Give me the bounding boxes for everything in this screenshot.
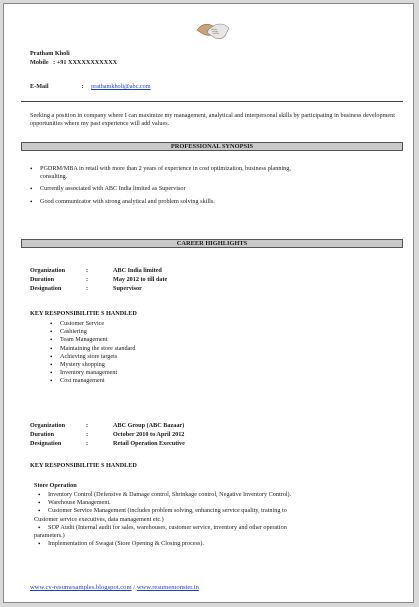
list-item: • Mystery shopping: [46, 361, 135, 369]
mobile-row: [30, 59, 117, 67]
list-item: • Team Management: [46, 336, 135, 344]
list-item: • SOP Audit (Internal audit for sales, warehouses, customer service, inventory and other operation: [34, 524, 291, 532]
synopsis-list: [26, 165, 396, 206]
list-item: • Warehouse Management.: [34, 499, 291, 507]
sep: :: [86, 431, 89, 438]
org-value: ABC Group (ABC Bazaar): [113, 422, 185, 429]
job1-duration-row: [30, 276, 167, 284]
list-item: • Cashiering: [46, 328, 135, 336]
job2-duration-row: [30, 431, 184, 439]
footer-link-resumemonster[interactable]: www.resumemonster.in: [136, 584, 199, 591]
list-item: • Maintaining the store standard: [46, 345, 135, 353]
job1-designation-row: [30, 285, 142, 293]
designation-value: Supervisor: [113, 285, 142, 292]
footer-sep: /: [131, 584, 137, 591]
duration-value: May 2012 to till date: [113, 276, 168, 283]
list-item: • Currently associated with ABC India limited as Supervisor: [26, 185, 396, 193]
job1-org-row: [30, 267, 162, 275]
footer-link-blog[interactable]: www.cv-resumesamples.blogspot.com: [30, 584, 132, 591]
org-value: ABC India limited: [113, 267, 162, 274]
list-item: • Implementation of Swagat (Store Opening & Closing process).: [34, 540, 291, 548]
job1-resp-list: [46, 320, 135, 386]
email-sep: :: [81, 83, 84, 90]
handshake-icon: [195, 16, 231, 46]
sep: :: [86, 285, 89, 292]
email-link[interactable]: prathamkholi@abc.com: [91, 83, 151, 90]
career-header: CAREER HIGHLIGHTS: [21, 239, 403, 248]
email-label: E-Mail: [30, 83, 49, 90]
duration-value: October 2010 to April 2012: [113, 431, 185, 438]
list-item: • Inventory Control (Defensive & Damage control, Shrinkage control, Negative Inventory Control).: [34, 491, 291, 499]
list-item: • Achieving store targets: [46, 353, 135, 361]
designation-label: Designation: [30, 440, 62, 447]
list-item: • Customer Service: [46, 320, 135, 328]
job2-resp-title: KEY RESPONSIBILITIE S HANDLED: [30, 462, 137, 469]
list-item-continued: [26, 173, 396, 181]
sep: :: [86, 422, 89, 429]
sep: :: [86, 440, 89, 447]
mobile-value: : +91 XXXXXXXXXXX: [53, 59, 118, 66]
duration-label: Duration: [30, 276, 55, 283]
continuation-text: parameters.): [34, 532, 65, 540]
mobile-label: Mobile: [30, 59, 49, 66]
list-item: • Inventory management: [46, 369, 135, 377]
continuation-text: Customer service executives, data management etc.): [34, 515, 164, 523]
divider: [21, 101, 403, 102]
synopsis-header: PROFESSIONAL SYNOPSIS: [21, 142, 403, 151]
job2-designation-row: [30, 440, 185, 448]
job1-resp-title: KEY RESPONSIBILITIE S HANDLED: [30, 310, 137, 317]
list-item: • Customer Service Management (includes problem solving, enhancing service quality, training to: [34, 507, 291, 515]
org-label: Organization: [30, 267, 66, 274]
sep: :: [86, 267, 89, 274]
candidate-name: Pratham Kholi: [30, 50, 70, 57]
designation-label: Designation: [30, 285, 62, 292]
list-item: • Good communicator with strong analytical and problem solving skills.: [26, 198, 396, 206]
resume-page: [3, 3, 414, 603]
org-label: Organization: [30, 422, 66, 429]
job2-org-row: [30, 422, 184, 430]
footer-links: [30, 584, 199, 591]
continuation-text: consulting.: [40, 173, 68, 181]
designation-value: Retail Operation Executive: [113, 440, 185, 447]
sep: :: [86, 276, 89, 283]
duration-label: Duration: [30, 431, 55, 438]
list-item-continued: [34, 516, 291, 524]
job2-resp-list: [34, 491, 291, 548]
objective-text: Seeking a position in company where I can maximize my management, analytical and interpersonal skills by participating in business development opportunities where my past experience will add values.: [30, 112, 395, 128]
list-item-continued: [34, 532, 291, 540]
store-operation-heading: Store Operation: [34, 482, 77, 489]
list-item: • Cost management: [46, 377, 135, 385]
list-item: • PGDRM/MBA in retail with more than 2 years of experience in cost optimization, business planning,: [26, 165, 396, 173]
email-row: [30, 83, 151, 91]
